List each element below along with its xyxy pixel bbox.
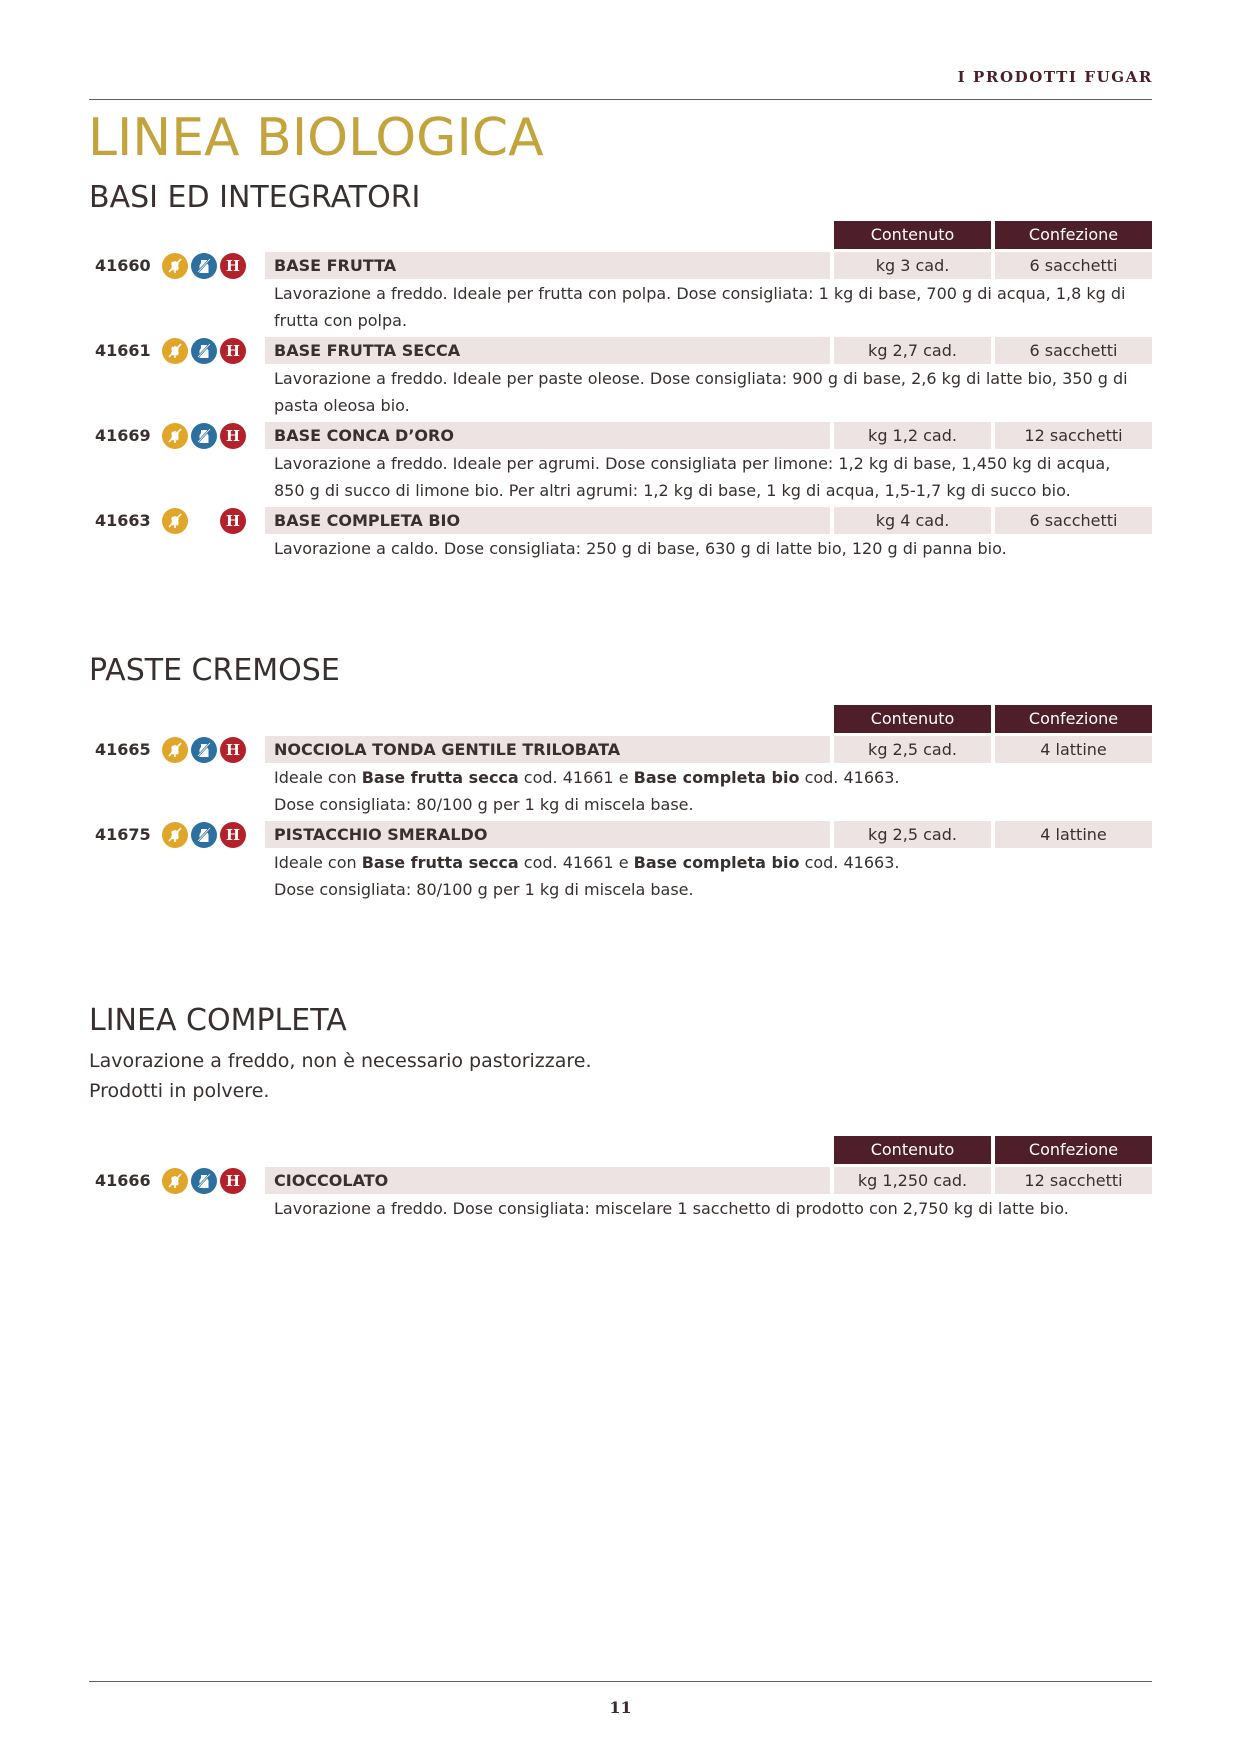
product-description: Lavorazione a freddo. Ideale per agrumi. Dose consigliata per limone: 1,2 kg di base, 1,450 kg di acqua, 850 g di succo di limone bio. Per altri agrumi: 1,2 kg di base, 1 kg di acqua, 1,5-1,7 kg di succo bio. [274,454,1111,500]
col-header-pack: Confezione [995,221,1152,249]
table-header [89,1136,1152,1164]
product-description [274,763,1134,818]
gluten-free-icon [162,737,188,763]
product-name: NOCCIOLA TONDA GENTILE TRILOBATA [265,736,830,763]
product-code: 41666 [95,1171,151,1190]
product-name: CIOCCOLATO [265,1167,830,1194]
gluten-free-icon [162,1168,188,1194]
product-description: Lavorazione a freddo. Ideale per frutta con polpa. Dose consigliata: 1 kg di base, 700 g di acqua, 1,8 kg di frutta con polpa. [274,284,1126,330]
running-header: I PRODOTTI FUGAR [957,68,1153,86]
lactose-free-icon [191,737,217,763]
product-description: Lavorazione a caldo. Dose consigliata: 250 g di base, 630 g di latte bio, 120 g di panna bio. [274,539,1007,558]
gluten-free-icon [162,423,188,449]
product-icons [162,253,257,279]
desc-dose: Dose consigliata: 80/100 g per 1 kg di miscela base. [274,880,694,899]
desc-ref-1: Base frutta secca [361,768,519,787]
h-icon: H [220,1168,246,1194]
product-pack: 6 sacchetti [995,252,1152,279]
product-name: BASE COMPLETA BIO [265,507,830,534]
intro-line: Prodotti in polvere. [89,1080,270,1102]
desc-code-1: cod. 41661 e [523,853,629,872]
desc-ref-2: Base completa bio [633,853,800,872]
product-name: BASE CONCA D’ORO [265,422,830,449]
footer-rule [89,1681,1152,1682]
col-header-content: Contenuto [834,705,991,733]
section-basi [89,180,1152,562]
header-rule [89,99,1152,100]
product-content: kg 1,2 cad. [834,422,991,449]
h-icon: H [220,338,246,364]
product-icons [162,822,257,848]
desc-dose: Dose consigliata: 80/100 g per 1 kg di miscela base. [274,795,694,814]
gluten-free-icon [162,822,188,848]
product-code: 41661 [95,341,151,360]
product-pack: 4 lattine [995,821,1152,848]
product-description: Lavorazione a freddo. Dose consigliata: miscelare 1 sacchetto di prodotto con 2,750 kg di latte bio. [274,1199,1069,1218]
product-code: 41665 [95,740,151,759]
product-row [89,507,1152,562]
table-header [89,705,1152,733]
section-paste [89,653,1152,903]
lactose-free-icon [191,1168,217,1194]
product-name: BASE FRUTTA [265,252,830,279]
product-row [89,1167,1152,1222]
product-description: Lavorazione a freddo. Ideale per paste oleose. Dose consigliata: 900 g di base, 2,6 kg di latte bio, 350 g di pasta oleosa bio. [274,369,1128,415]
h-icon: H [220,423,246,449]
section-title: LINEA COMPLETA [89,1003,347,1038]
h-icon: H [220,508,246,534]
col-header-pack: Confezione [995,705,1152,733]
product-icons [162,423,257,449]
desc-ref-1: Base frutta secca [361,853,519,872]
product-row [89,736,1152,818]
h-icon: H [220,737,246,763]
product-content: kg 2,7 cad. [834,337,991,364]
product-icons [162,737,257,763]
page-number: 11 [609,1698,632,1717]
section-title: BASI ED INTEGRATORI [89,180,421,215]
product-content: kg 2,5 cad. [834,736,991,763]
desc-ref-2: Base completa bio [633,768,800,787]
lactose-free-icon [191,822,217,848]
product-content: kg 3 cad. [834,252,991,279]
product-code: 41675 [95,825,151,844]
lactose-free-icon [191,338,217,364]
product-code: 41660 [95,256,151,275]
desc-code-1: cod. 41661 e [523,768,629,787]
product-icons [162,508,257,534]
product-pack: 4 lattine [995,736,1152,763]
product-pack: 6 sacchetti [995,507,1152,534]
gluten-free-icon [162,338,188,364]
desc-code-2: cod. 41663. [804,853,900,872]
product-pack: 12 sacchetti [995,1167,1152,1194]
intro-line: Lavorazione a freddo, non è necessario pastorizzare. [89,1050,592,1072]
col-header-content: Contenuto [834,221,991,249]
product-row [89,252,1152,334]
desc-code-2: cod. 41663. [804,768,900,787]
product-name: BASE FRUTTA SECCA [265,337,830,364]
section-intro [89,1046,1152,1106]
product-icons [162,1168,257,1194]
product-row [89,422,1152,504]
product-pack: 6 sacchetti [995,337,1152,364]
col-header-pack: Confezione [995,1136,1152,1164]
desc-ideal: Ideale con [274,768,357,787]
table-header [89,221,1152,249]
product-content: kg 1,250 cad. [834,1167,991,1194]
col-header-content: Contenuto [834,1136,991,1164]
gluten-free-icon [162,508,188,534]
product-icons [162,338,257,364]
h-icon: H [220,253,246,279]
product-row [89,337,1152,419]
gluten-free-icon [162,253,188,279]
page-title: LINEA BIOLOGICA [88,108,544,168]
section-title: PASTE CREMOSE [89,653,340,688]
lactose-free-icon [191,253,217,279]
product-code: 41669 [95,426,151,445]
product-row [89,821,1152,903]
desc-ideal: Ideale con [274,853,357,872]
product-content: kg 4 cad. [834,507,991,534]
product-content: kg 2,5 cad. [834,821,991,848]
section-completa [89,1003,1152,1222]
product-code: 41663 [95,511,151,530]
product-pack: 12 sacchetti [995,422,1152,449]
h-icon: H [220,822,246,848]
lactose-free-icon [191,423,217,449]
product-name: PISTACCHIO SMERALDO [265,821,830,848]
product-description [274,848,1134,903]
